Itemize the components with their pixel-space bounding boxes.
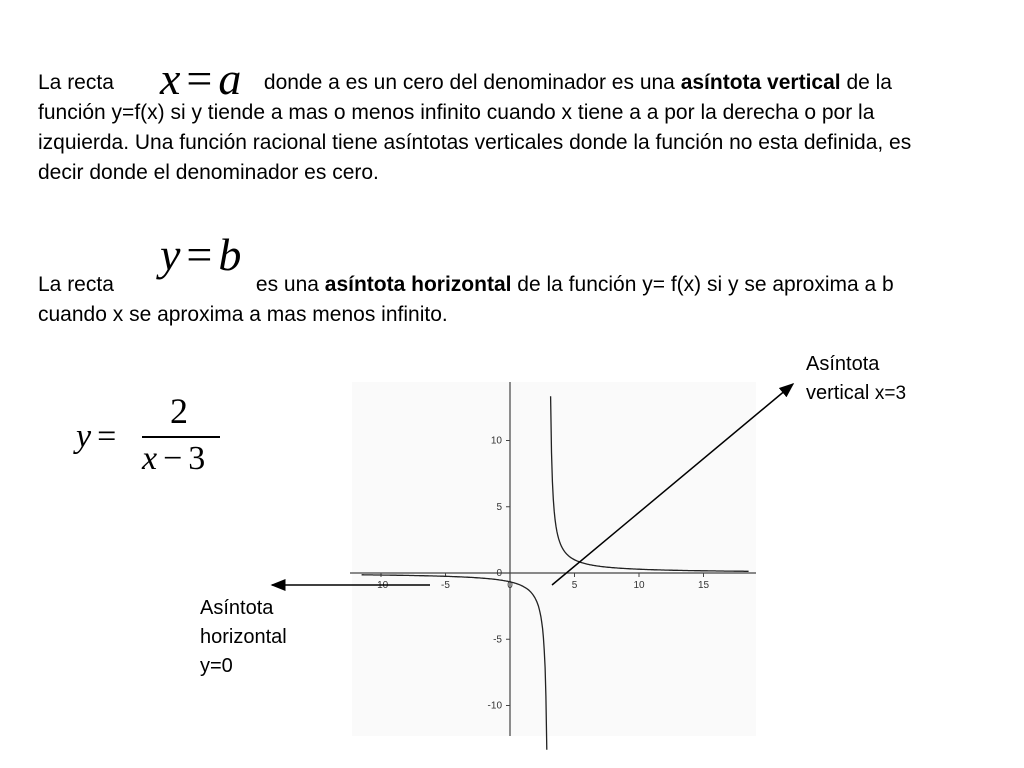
label-v-value: x=3 [874, 383, 907, 404]
x-tick-label: 0 [507, 580, 513, 591]
eq1-lhs: x [160, 53, 181, 104]
text-la-recta-2: La recta [38, 273, 114, 296]
y-tick-label: 0 [496, 568, 502, 579]
eq1-op: = [186, 53, 213, 104]
y-tick-label: -10 [487, 700, 502, 712]
frac-lhs-var: y [76, 418, 92, 455]
eq2-rhs: b [218, 229, 242, 280]
frac-den-op: − [163, 440, 183, 477]
x-tick-label: -10 [373, 580, 389, 591]
term-asintota-vertical: asíntota vertical [680, 71, 841, 94]
label-h-line1: Asíntota [200, 597, 274, 619]
term-asintota-horizontal: asíntota horizontal [324, 273, 512, 296]
y-tick-label: -5 [493, 634, 502, 646]
text-es-una: es una [255, 273, 325, 296]
frac-lhs-op: = [97, 418, 117, 455]
y-tick-label: 10 [490, 435, 502, 447]
text-la-recta-1: La recta [38, 71, 114, 94]
eq2-lhs: y [160, 229, 181, 280]
x-tick-label: -5 [441, 580, 450, 591]
text-definition-horizontal: de la función y= f(x) si y se aproxima a b cuando x se aproxima a mas menos infinito. [38, 273, 894, 326]
frac-numerator: 2 [170, 391, 188, 431]
frac-den-num: 3 [188, 440, 206, 477]
label-h-line3: y=0 [200, 655, 233, 677]
x-tick-label: 5 [571, 580, 578, 591]
eq2-op: = [186, 229, 213, 280]
x-tick-label: 15 [697, 580, 710, 591]
label-v-line1: Asíntota [806, 353, 880, 375]
label-h-line2: horizontal [200, 626, 287, 648]
label-v-word: vertical [806, 382, 870, 404]
frac-den-var: x [142, 440, 158, 477]
y-tick-label: 5 [496, 501, 502, 513]
x-tick-label: 10 [633, 580, 645, 591]
eq1-rhs: a [218, 53, 242, 104]
text-donde: donde a es un cero del denominador es una [263, 71, 681, 94]
text-definition-vertical: de la función y=f(x) si y tiende a mas o menos infinito cuando x tiene a a por la derecha o por la izquierda. Una función racional tiene asíntotas verticales donde la función no esta definida, es decir donde el denominador es cero. [38, 71, 912, 184]
plot-background [352, 382, 756, 736]
